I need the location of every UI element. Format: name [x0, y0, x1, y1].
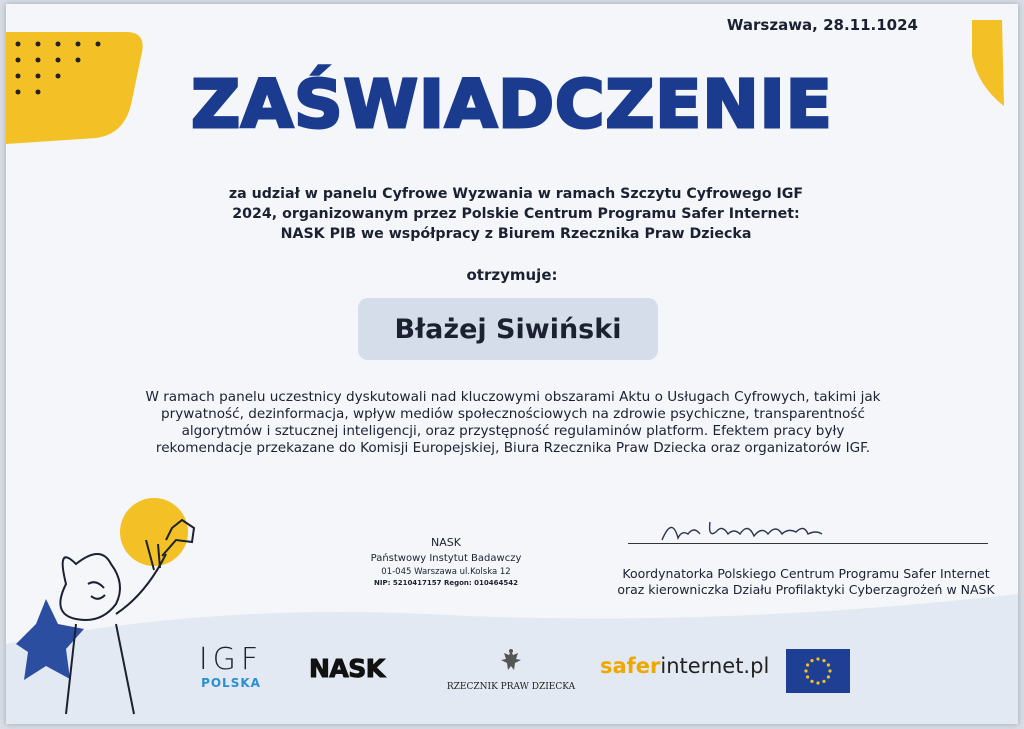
- description-line: W ramach panelu uczestnicy dyskutowali nad kluczowymi obszarami Aktu o Usługach Cyfrowych, takimi jak: [145, 389, 881, 405]
- eu-flag-icon: [786, 649, 850, 693]
- stamp-address: 01-045 Warszawa ul.Kolska 12: [381, 567, 511, 577]
- safer-logo-suffix: internet.pl: [660, 654, 770, 678]
- rzecznik-logo: [446, 648, 576, 692]
- date-label: Warszawa, 28.11.1024: [726, 16, 918, 34]
- signature-line: [628, 543, 988, 544]
- igf-logo-subtext: POLSKA: [201, 676, 261, 690]
- igf-logo-text: IGF: [198, 642, 264, 677]
- stamp-name: NASK: [431, 536, 461, 549]
- recipient-name-box: [358, 298, 658, 360]
- description-line: rekomendacje przekazane do Komisji Europejskiej, Biura Rzecznika Praw Dziecka oraz organizatorów IGF.: [155, 440, 871, 456]
- role-line: Koordynatorka Polskiego Centrum Programu Safer Internet: [622, 566, 990, 581]
- description-line: prywatność, dezinformacja, wpływ mediów społecznościowych na zdrowie psychiczne, transparentność: [161, 406, 865, 422]
- intro-line: za udział w panelu Cyfrowe Wyzwania w ramach Szczytu Cyfrowego IGF: [228, 186, 804, 202]
- stamp-ids: NIP: 5210417157 Regon: 010464542: [374, 579, 518, 587]
- intro-line: 2024, organizowanym przez Polskie Centrum Programu Safer Internet:: [232, 206, 800, 222]
- igf-polska-logo: [191, 644, 271, 690]
- certificate-title: ZAŚWIADCZENIE: [191, 66, 833, 143]
- description-text: [88, 389, 938, 457]
- intro-line: NASK PIB we współpracy z Biurem Rzecznika Praw Dziecka: [280, 226, 752, 242]
- receives-label: otrzymuje:: [466, 266, 558, 284]
- handwritten-signature: [658, 512, 838, 546]
- stamp-full-name: Państwowy Instytut Badawczy: [370, 553, 522, 564]
- intro-text: [196, 184, 836, 244]
- role-line: oraz kierowniczka Działu Profilaktyki Cyberzagrożeń w NASK: [617, 582, 995, 597]
- rzecznik-logo-text: RZECZNIK PRAW DZIECKA: [446, 682, 576, 692]
- eagle-emblem-icon: [498, 648, 524, 674]
- recipient-name: Błażej Siwiński: [394, 313, 622, 345]
- nask-stamp: [324, 536, 568, 587]
- safer-logo-prefix: safer: [600, 654, 661, 678]
- eu-stars-icon: [786, 649, 850, 693]
- nask-logo: NASK: [309, 654, 385, 683]
- description-line: algorytmów i sztucznej inteligencji, oraz przystępność regulaminów platform. Efektem pracy były: [181, 423, 845, 439]
- saferinternet-logo: [600, 654, 769, 678]
- signatory-role: [596, 566, 1016, 598]
- certificate-page: [6, 4, 1018, 724]
